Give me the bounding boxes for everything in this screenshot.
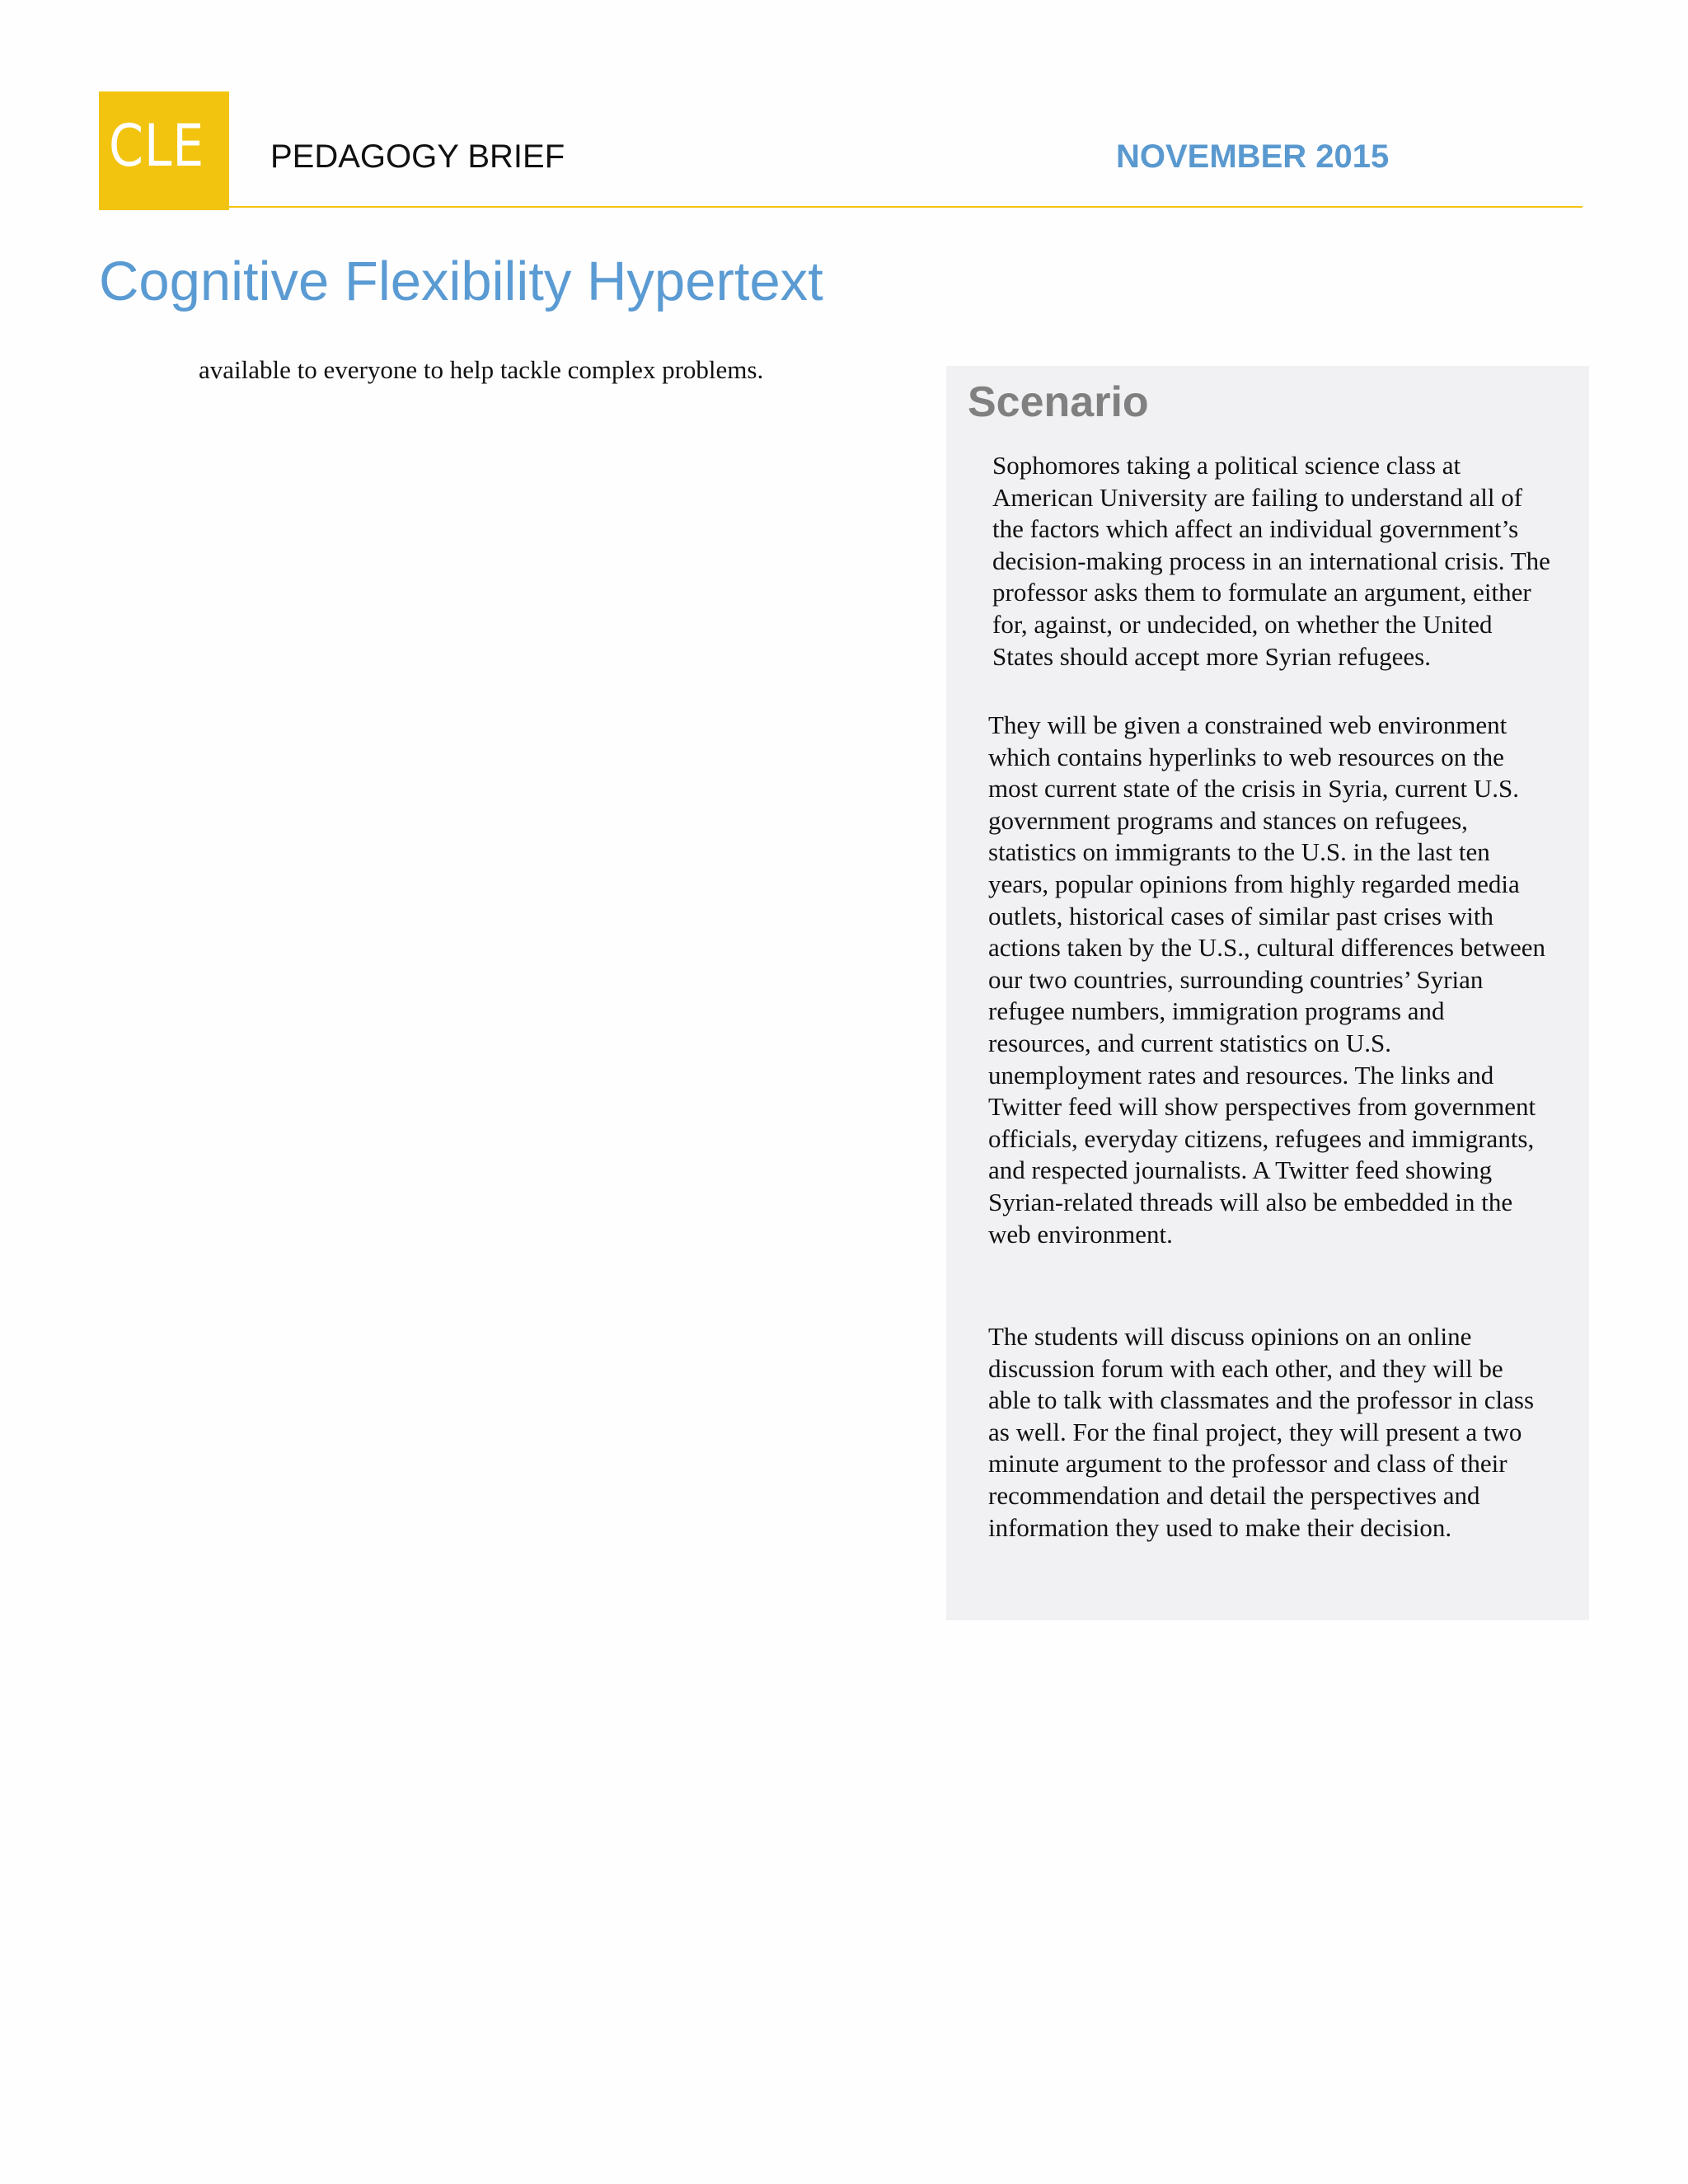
- cle-logo: [99, 91, 229, 210]
- left-column-text: available to everyone to help tackle complex problems.: [199, 355, 764, 384]
- scenario-heading: Scenario: [968, 378, 1149, 426]
- brief-label: PEDAGOGY BRIEF: [270, 138, 565, 175]
- scenario-paragraph-2: They will be given a constrained web environment which contains hyperlinks to web resources on the most current state of the crisis in Syria, current U.S. government programs and stances on refugees, statistics on immigrants to the U.S. in the last ten years, popular opinions from highly regarded media outlets, historical cases of similar past crises with actions taken by the U.S., cultural differences between our two countries, surrounding countries’ Syrian refugee numbers, immigration programs and resources, and current statistics on U.S. unemployment rates and resources. The links and Twitter feed will show perspectives from government officials, everyday citizens, refugees and immigrants, and respected journalists. A Twitter feed showing Syrian-related threads will also be embedded in the web environment.: [988, 710, 1546, 1249]
- page-title: Cognitive Flexibility Hypertext: [99, 251, 823, 312]
- scenario-sidebar: [946, 366, 1589, 1620]
- scenario-paragraph-1: Sophomores taking a political science class at American University are failing to understand all of the factors which affect an individual government’s decision-making process in an international crisis. The professor asks them to formulate an argument, either for, against, or undecided, on whether the United States should accept more Syrian refugees.: [992, 451, 1550, 671]
- logo-text: CLE: [109, 112, 205, 180]
- header-divider: [229, 206, 1582, 208]
- issue-date: NOVEMBER 2015: [1116, 138, 1390, 175]
- scenario-paragraph-3: The students will discuss opinions on an online discussion forum with each other, and they will be able to talk with classmates and the professor in class as well. For the final project, they will present a two minute argument to the professor and class of their recommendation and detail the perspectives and information they used to make their decision.: [988, 1322, 1535, 1542]
